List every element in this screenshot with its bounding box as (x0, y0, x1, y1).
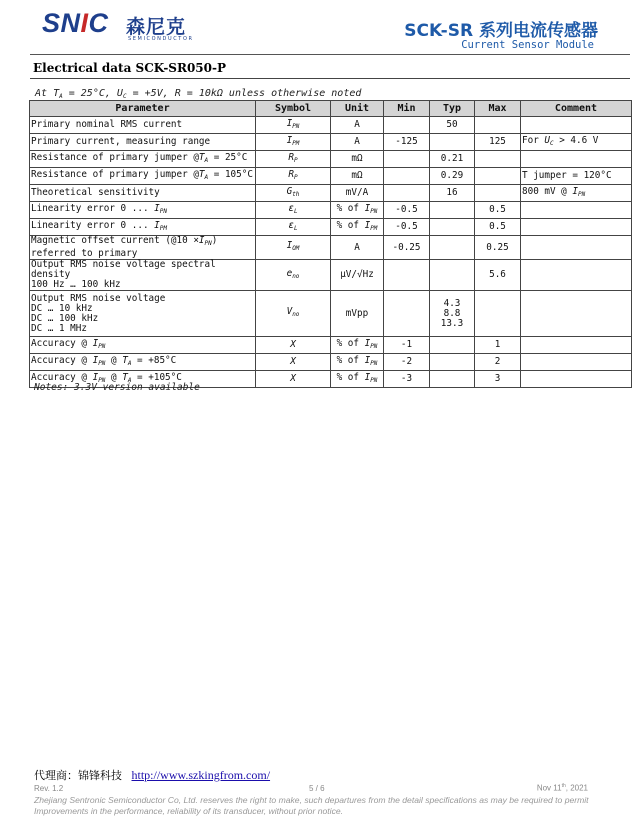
max-cell: 0.5 (475, 219, 521, 236)
section-title: Electrical data SCK-SR050-P (33, 61, 226, 75)
parameter-cell: Output RMS noise voltage DC … 10 kHz DC … 100 kHz DC … 1 MHz (30, 291, 256, 337)
max-cell: 2 (475, 354, 521, 371)
max-cell: 0.5 (475, 202, 521, 219)
comment-cell (521, 354, 632, 371)
symbol-cell: $I_{PN}$ (256, 117, 331, 134)
agent-link[interactable]: http://www.szkingfrom.com/ (131, 768, 271, 782)
typ-cell (430, 371, 475, 388)
max-cell (475, 185, 521, 202)
max-cell: 5.6 (475, 260, 521, 291)
comment-cell (521, 371, 632, 388)
symbol-cell: $I_{PM}$ (256, 134, 331, 151)
comment-cell (521, 337, 632, 354)
column-header: Symbol (256, 101, 331, 117)
typ-cell (430, 202, 475, 219)
symbol-cell: X (256, 354, 331, 371)
company-logo (42, 8, 202, 42)
document-subtitle: Current Sensor Module (461, 39, 594, 51)
min-cell: -3 (384, 371, 430, 388)
comment-cell: 800 mV @ $I_{PN}$ (521, 185, 632, 202)
comment-cell (521, 260, 632, 291)
unit-cell: % of $I_{PN}$ (331, 371, 384, 388)
parameter-cell: Resistance of primary jumper $@T_A = 105^\circ C$ (30, 168, 256, 185)
section-divider (30, 78, 630, 79)
symbol-cell: $G_{th}$ (256, 185, 331, 202)
table-row (30, 337, 632, 354)
typ-cell: 4.3 8.8 13.3 (430, 291, 475, 337)
typ-cell (430, 236, 475, 260)
min-cell (384, 168, 430, 185)
column-header: Comment (521, 101, 632, 117)
typ-cell (430, 354, 475, 371)
notes: Notes: 3.3V version available (34, 382, 200, 393)
logo-wordmark: SNIC (42, 8, 109, 38)
logo-chinese-name: 森尼克 (126, 16, 187, 38)
parameter-cell: Accuracy @ $I_{PN}$ @ $T_A = +85^\circ C$ (30, 354, 256, 371)
unit-cell: % of $I_{PM}$ (331, 219, 384, 236)
unit-cell: A (331, 134, 384, 151)
header-divider (30, 54, 630, 55)
parameter-cell: Accuracy @ $I_{PN}$ (30, 337, 256, 354)
logo-subtitle: SEMICONDUCTOR (128, 36, 194, 42)
parameter-cell: Theoretical sensitivity (30, 185, 256, 202)
column-header: Min (384, 101, 430, 117)
symbol-cell: $e_{no}$ (256, 260, 331, 291)
min-cell: -125 (384, 134, 430, 151)
comment-cell (521, 151, 632, 168)
column-header: Typ (430, 101, 475, 117)
unit-cell: mΩ (331, 168, 384, 185)
max-cell (475, 291, 521, 337)
unit-cell: μV/√Hz (331, 260, 384, 291)
parameter-cell: Linearity error 0 ... $I_{PN}$ (30, 202, 256, 219)
table-row (30, 168, 632, 185)
comment-cell (521, 202, 632, 219)
release-date: Nov 11th, 2021 (536, 783, 588, 793)
symbol-cell: $R_P$ (256, 151, 331, 168)
typ-cell: 0.29 (430, 168, 475, 185)
min-cell: -1 (384, 337, 430, 354)
disclaimer: Zhejiang Sentronic Semiconductor Co, Ltd. reserves the right to make, such departures from the detail specifications as may be required to permit Improvements in the performance, reliability of its transducer, without prior notice. (34, 795, 589, 816)
min-cell: -0.5 (384, 202, 430, 219)
electrical-data-table (29, 100, 632, 388)
column-header: Unit (331, 101, 384, 117)
symbol-cell: $\varepsilon_L$ (256, 202, 331, 219)
symbol-cell: $R_P$ (256, 168, 331, 185)
table-row (30, 354, 632, 371)
parameter-cell: Magnetic offset current (@10 $\times I_{PN}$) referred to primary (30, 236, 256, 260)
typ-cell (430, 219, 475, 236)
table-row (30, 117, 632, 134)
max-cell (475, 117, 521, 134)
unit-cell: % of $I_{PN}$ (331, 354, 384, 371)
symbol-cell: $V_{no}$ (256, 291, 331, 337)
unit-cell: % of $I_{PN}$ (331, 202, 384, 219)
comment-cell (521, 219, 632, 236)
comment-cell (521, 236, 632, 260)
typ-cell: 16 (430, 185, 475, 202)
column-header: Parameter (30, 101, 256, 117)
parameter-cell: Primary current, measuring range (30, 134, 256, 151)
min-cell (384, 260, 430, 291)
typ-cell (430, 260, 475, 291)
typ-cell (430, 134, 475, 151)
max-cell: 125 (475, 134, 521, 151)
max-cell: 1 (475, 337, 521, 354)
symbol-cell: X (256, 371, 331, 388)
table-row (30, 219, 632, 236)
min-cell (384, 185, 430, 202)
symbol-cell: $\varepsilon_L$ (256, 219, 331, 236)
comment-cell (521, 291, 632, 337)
unit-cell: % of $I_{PN}$ (331, 337, 384, 354)
test-conditions: At $T_A = 25^\circ C$, $U_C = +5V$, R = 10kΩ unless otherwise noted (35, 88, 362, 100)
parameter-cell: Output RMS noise voltage spectral density 100 Hz … 100 kHz (30, 260, 256, 291)
column-header: Max (475, 101, 521, 117)
table-row (30, 260, 632, 291)
revision: Rev. 1.2 (34, 784, 64, 793)
min-cell (384, 291, 430, 337)
table-header-row (30, 101, 632, 117)
min-cell: -0.25 (384, 236, 430, 260)
page-number: 5 / 6 (309, 784, 325, 793)
unit-cell: A (331, 117, 384, 134)
agent-info (34, 767, 270, 783)
table-row (30, 236, 632, 260)
agent-label: 代理商：锦锋科技 (34, 769, 122, 782)
parameter-cell: Primary nominal RMS current (30, 117, 256, 134)
parameter-cell: Accuracy @ $I_{PN}$ @ $T_A = +105^\circ C$ (30, 371, 256, 388)
min-cell: -2 (384, 354, 430, 371)
max-cell: 0.25 (475, 236, 521, 260)
table-row (30, 134, 632, 151)
max-cell: 3 (475, 371, 521, 388)
max-cell (475, 151, 521, 168)
unit-cell: mΩ (331, 151, 384, 168)
document-title: SCK-SR 系列电流传感器 (404, 21, 598, 41)
unit-cell: A (331, 236, 384, 260)
min-cell (384, 117, 430, 134)
comment-cell: For $U_C > 4.6$ V (521, 134, 632, 151)
parameter-cell: Resistance of primary jumper $@T_A = 25^\circ C$ (30, 151, 256, 168)
parameter-cell: Linearity error 0 ... $I_{PM}$ (30, 219, 256, 236)
symbol-cell: $I_{OM}$ (256, 236, 331, 260)
typ-cell (430, 337, 475, 354)
symbol-cell: X (256, 337, 331, 354)
min-cell (384, 151, 430, 168)
table-row (30, 291, 632, 337)
table-row (30, 185, 632, 202)
typ-cell: 0.21 (430, 151, 475, 168)
table-row (30, 151, 632, 168)
table-row (30, 202, 632, 219)
unit-cell: mV/A (331, 185, 384, 202)
typ-cell: 50 (430, 117, 475, 134)
unit-cell: mVpp (331, 291, 384, 337)
min-cell: -0.5 (384, 219, 430, 236)
comment-cell (521, 117, 632, 134)
comment-cell: T jumper = 120°C (521, 168, 632, 185)
max-cell (475, 168, 521, 185)
